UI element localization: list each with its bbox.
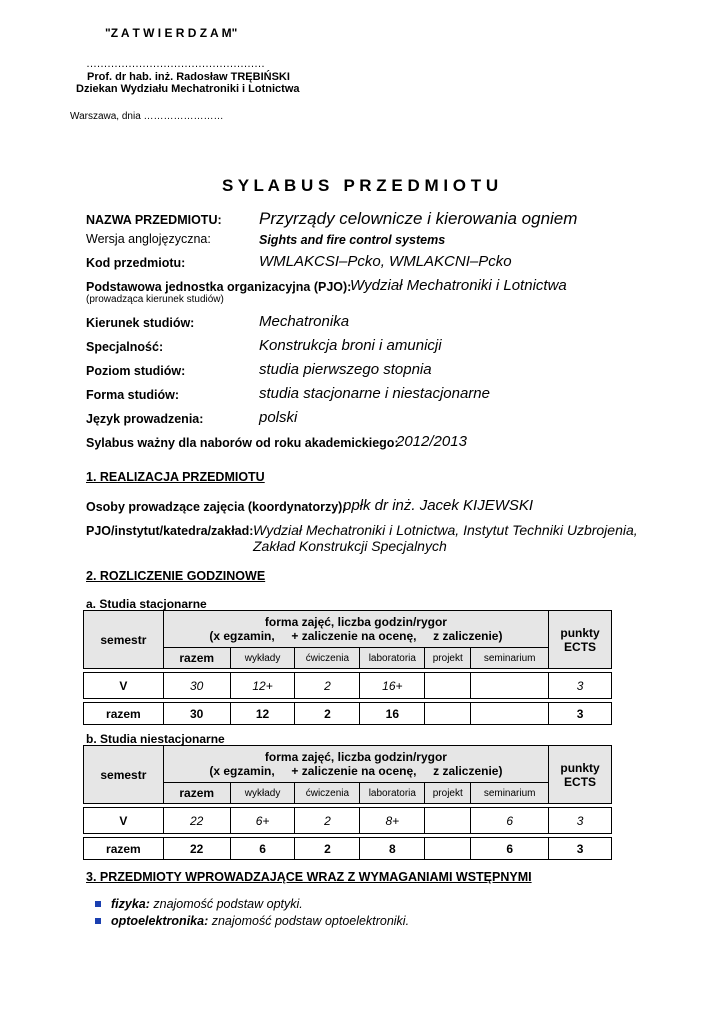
cell-total-seminarium: 6 (471, 838, 549, 860)
header-ects: punkty ECTS (549, 611, 612, 669)
header-seminarium: seminarium (471, 648, 549, 669)
cell-total-projekt (425, 703, 471, 725)
valid-label: Sylabus ważny dla naborów od roku akademickiego: (86, 436, 399, 450)
cell-laboratoria: 8+ (360, 808, 425, 834)
english-value: Sights and fire control systems (259, 233, 446, 247)
header-forma-line2: (x egzamin, + zaliczenie na ocenę, z zaliczenie) (209, 764, 503, 778)
header-semestr: semestr (84, 611, 164, 669)
hours-table-stationary (83, 610, 612, 725)
cell-total-cwiczenia: 2 (295, 703, 360, 725)
name-value: Przyrządy celownicze i kierowania ogniem (259, 209, 578, 228)
unit-note: (prowadząca kierunek studiów) (86, 294, 224, 305)
signature-line: …………………………………………… (86, 58, 265, 70)
cell-total-cwiczenia: 2 (295, 838, 360, 860)
prerequisite-list (95, 896, 409, 930)
unit-label: Podstawowa jednostka organizacyjna (PJO): (86, 280, 352, 294)
cell-total-wyklady: 6 (230, 838, 295, 860)
table-row (84, 673, 612, 699)
cell-total-wyklady: 12 (230, 703, 295, 725)
cell-total-ects: 3 (549, 703, 612, 725)
cell-total-seminarium (471, 703, 549, 725)
cell-seminarium (471, 673, 549, 699)
level-value: studia pierwszego stopnia (259, 361, 432, 378)
header-semestr: semestr (84, 746, 164, 804)
lang-label: Język prowadzenia: (86, 412, 204, 426)
bullet-icon (95, 901, 101, 907)
prereq-subject: optoelektronika: (111, 914, 209, 928)
cell-semester: V (84, 673, 164, 699)
page-title: S Y L A B U S P R Z E D M I O T U (222, 176, 499, 195)
header-cwiczenia: ćwiczenia (295, 783, 360, 804)
header-projekt: projekt (425, 648, 471, 669)
prereq-requirement: znajomość podstaw optoelektroniki. (208, 914, 410, 928)
form-value: studia stacjonarne i niestacjonarne (259, 385, 490, 402)
form-label: Forma studiów: (86, 388, 180, 402)
cell-total-laboratoria: 16 (360, 703, 425, 725)
signatory-position: Dziekan Wydziału Mechatroniki i Lotnictwa (76, 83, 300, 95)
cell-wyklady: 12+ (230, 673, 295, 699)
field-label: Kierunek studiów: (86, 316, 195, 330)
english-label: Wersja anglojęzyczna: (86, 232, 211, 246)
header-forma (163, 611, 548, 648)
header-laboratoria: laboratoria (360, 648, 425, 669)
cell-seminarium: 6 (471, 808, 549, 834)
header-wyklady: wykłady (230, 648, 295, 669)
header-ects: punkty ECTS (549, 746, 612, 804)
table-b-caption: b. Studia niestacjonarne (86, 732, 225, 746)
name-label: NAZWA PRZEDMIOTU: (86, 213, 222, 227)
coordinator-label: Osoby prowadzące zajęcia (koordynatorzy): (86, 500, 347, 514)
valid-value: 2012/2013 (396, 433, 467, 450)
cell-cwiczenia: 2 (295, 808, 360, 834)
table-row (84, 808, 612, 834)
signatory-name: Prof. dr hab. inż. Radosław TRĘBIŃSKI (87, 71, 290, 83)
header-wyklady: wykłady (230, 783, 295, 804)
prereq-subject: fizyka: (111, 897, 150, 911)
header-razem: razem (163, 648, 230, 669)
header-forma (163, 746, 548, 783)
pjo-label: PJO/instytut/katedra/zakład: (86, 524, 254, 538)
cell-semester: V (84, 808, 164, 834)
cell-total-projekt (425, 838, 471, 860)
section2-title: 2. ROZLICZENIE GODZINOWE (86, 569, 266, 583)
cell-total-laboratoria: 8 (360, 838, 425, 860)
section3-title: 3. PRZEDMIOTY WPROWADZAJĄCE WRAZ Z WYMAGANIAMI WSTĘPNYMI (86, 870, 532, 884)
cell-ects: 3 (549, 673, 612, 699)
cell-projekt (425, 673, 471, 699)
pjo-value-line1: Wydział Mechatroniki i Lotnictwa, Instytut Techniki Uzbrojenia, (253, 522, 638, 538)
approval-title: "Z A T W I E R D Z A M" (105, 26, 238, 40)
cell-total-razem: 30 (163, 703, 230, 725)
place-date: Warszawa, dnia …………………… (70, 111, 224, 122)
coordinator-value: ppłk dr inż. Jacek KIJEWSKI (343, 497, 534, 514)
cell-ects: 3 (549, 808, 612, 834)
cell-cwiczenia: 2 (295, 673, 360, 699)
cell-laboratoria: 16+ (360, 673, 425, 699)
header-razem: razem (163, 783, 230, 804)
header-forma-line1: forma zajęć, liczba godzin/rygor (264, 615, 447, 629)
table-a-caption: a. Studia stacjonarne (86, 597, 207, 611)
hours-table-part-time (83, 745, 612, 860)
header-seminarium: seminarium (471, 783, 549, 804)
table-total-row (84, 838, 612, 860)
table-total-row (84, 703, 612, 725)
cell-total-label: razem (84, 838, 164, 860)
header-laboratoria: laboratoria (360, 783, 425, 804)
code-value: WMLAKCSI–Pcko, WMLAKCNI–Pcko (259, 253, 512, 270)
field-value: Mechatronika (259, 313, 350, 330)
list-item (95, 896, 409, 913)
cell-razem: 30 (163, 673, 230, 699)
header-projekt: projekt (425, 783, 471, 804)
cell-wyklady: 6+ (230, 808, 295, 834)
section1-title: 1. REALIZACJA PRZEDMIOTU (86, 470, 265, 484)
unit-value: Wydział Mechatroniki i Lotnictwa (350, 277, 567, 294)
code-label: Kod przedmiotu: (86, 256, 186, 270)
cell-total-ects: 3 (549, 838, 612, 860)
header-forma-line1: forma zajęć, liczba godzin/rygor (264, 750, 447, 764)
list-item (95, 913, 409, 930)
cell-projekt (425, 808, 471, 834)
header-forma-line2: (x egzamin, + zaliczenie na ocenę, z zaliczenie) (209, 629, 503, 643)
lang-value: polski (259, 409, 298, 426)
cell-total-razem: 22 (163, 838, 230, 860)
bullet-icon (95, 918, 101, 924)
prereq-requirement: znajomość podstaw optyki. (149, 897, 303, 911)
pjo-value-line2: Zakład Konstrukcji Specjalnych (253, 538, 447, 554)
spec-value: Konstrukcja broni i amunicji (259, 337, 442, 354)
cell-total-label: razem (84, 703, 164, 725)
cell-razem: 22 (163, 808, 230, 834)
header-cwiczenia: ćwiczenia (295, 648, 360, 669)
spec-label: Specjalność: (86, 340, 164, 354)
level-label: Poziom studiów: (86, 364, 186, 378)
